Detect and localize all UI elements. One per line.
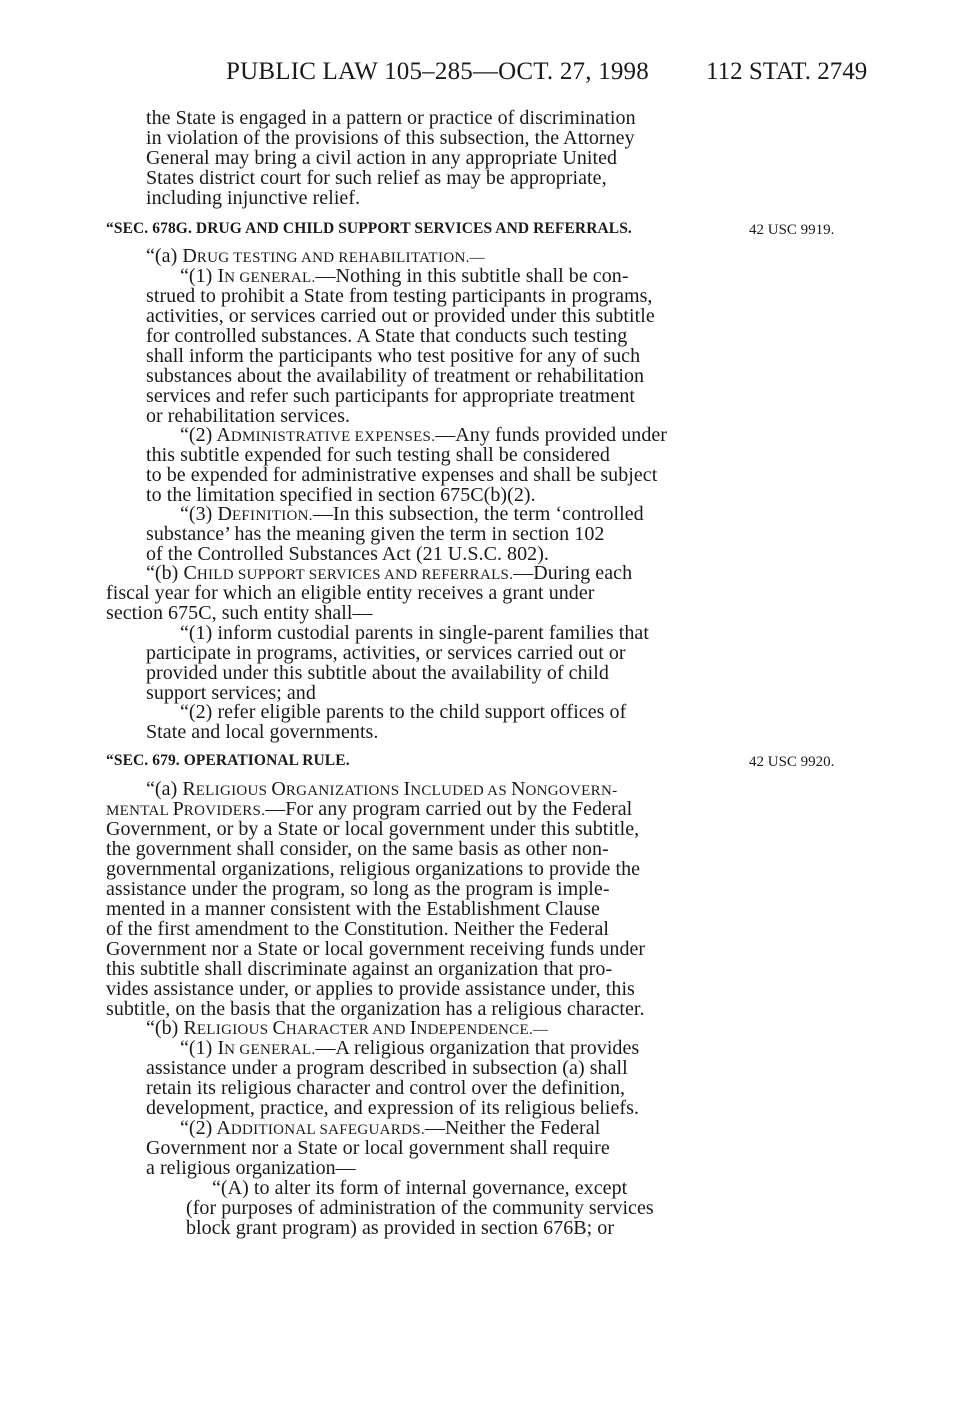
text-line: Government nor a State or local government shall require — [146, 1137, 610, 1159]
text-line: block grant program) as provided in section 676B; or — [186, 1217, 615, 1239]
text-line: assistance under the program, so long as the program is imple- — [106, 878, 610, 900]
text-line: of the first amendment to the Constitution. Neither the Federal — [106, 918, 610, 940]
text-line: governmental organizations, religious organizations to provide the — [106, 858, 641, 880]
text-line: support services; and — [146, 682, 316, 704]
paragraph-a2-line: “(2) ADMINISTRATIVE EXPENSES.—Any funds provided under — [180, 424, 668, 446]
running-header-title: PUBLIC LAW 105–285—OCT. 27, 1998 — [226, 58, 649, 85]
text-line: fiscal year for which an eligible entity receives a grant under — [106, 582, 595, 604]
text-line: or rehabilitation services. — [146, 405, 351, 427]
paragraph-rb2-line: “(2) ADDITIONAL SAFEGUARDS.—Neither the Federal — [180, 1117, 601, 1139]
text-line: including injunctive relief. — [146, 187, 361, 209]
subsection-b-religious-heading: “(b) RELIGIOUS CHARACTER AND INDEPENDENCE.— — [146, 1017, 549, 1039]
text-line: activities, or services carried out or provided under this subtitle — [146, 305, 655, 327]
text-line: retain its religious character and control over the definition, — [146, 1077, 626, 1099]
text-line: strued to prohibit a State from testing participants in programs, — [146, 285, 653, 307]
text-line: (for purposes of administration of the community services — [186, 1197, 654, 1219]
subsection-a-religious-line: MENTAL PROVIDERS.—For any program carried out by the Federal — [106, 798, 633, 820]
text-line: States district court for such relief as may be appropriate, — [146, 167, 607, 189]
text-line: the government shall consider, on the same basis as other non- — [106, 838, 609, 860]
paragraph-b1-line: “(1) inform custodial parents in single-parent families that — [180, 622, 649, 644]
text-line: section 675C, such entity shall— — [106, 602, 373, 624]
text-line: shall inform the participants who test positive for any of such — [146, 345, 641, 367]
text-line: development, practice, and expression of its religious beliefs. — [146, 1097, 640, 1119]
text-line: substances about the availability of treatment or rehabilitation — [146, 365, 645, 387]
text-line: provided under this subtitle about the availability of child — [146, 662, 609, 684]
text-line: subtitle, on the basis that the organization has a religious character. — [106, 998, 645, 1020]
text-line: vides assistance under, or applies to provide assistance under, this — [106, 978, 635, 1000]
paragraph-b2-line: “(2) refer eligible parents to the child support offices of — [180, 701, 627, 723]
subsection-a-heading: “(a) DRUG TESTING AND REHABILITATION.— — [146, 245, 485, 267]
text-line: this subtitle expended for such testing shall be considered — [146, 444, 610, 466]
subparagraph-A-line: “(A) to alter its form of internal governance, except — [212, 1177, 628, 1199]
text-line: a religious organization— — [146, 1157, 356, 1179]
text-line: Government nor a State or local government receiving funds under — [106, 938, 646, 960]
subsection-b-line: “(b) CHILD SUPPORT SERVICES AND REFERRALS.—During each — [146, 562, 633, 584]
paragraph-rb1-line: “(1) IN GENERAL.—A religious organization that provides — [180, 1037, 640, 1059]
text-line: for controlled substances. A State that conducts such testing — [146, 325, 628, 347]
subsection-a-religious-heading: “(a) RELIGIOUS ORGANIZATIONS INCLUDED AS NONGOVERN- — [146, 778, 618, 800]
text-line: services and refer such participants for appropriate treatment — [146, 385, 635, 407]
text-line: substance’ has the meaning given the term in section 102 — [146, 523, 605, 545]
text-line: to be expended for administrative expenses and shall be subject — [146, 464, 658, 486]
paragraph-a3-line: “(3) DEFINITION.—In this subsection, the term ‘controlled — [180, 503, 644, 525]
text-line: State and local governments. — [146, 721, 379, 743]
text-line: assistance under a program described in subsection (a) shall — [146, 1057, 628, 1079]
text-line: the State is engaged in a pattern or practice of discrimination — [146, 107, 636, 129]
margin-citation-9920: 42 USC 9920. — [749, 754, 835, 770]
text-line: mented in a manner consistent with the Establishment Clause — [106, 898, 600, 920]
text-line: Government, or by a State or local government under this subtitle, — [106, 818, 640, 840]
text-line: in violation of the provisions of this subsection, the Attorney — [146, 127, 635, 149]
text-line: this subtitle shall discriminate against an organization that pro- — [106, 958, 613, 980]
text-line: General may bring a civil action in any appropriate United — [146, 147, 618, 169]
margin-citation-9919: 42 USC 9919. — [749, 222, 835, 238]
section-heading-678g: “SEC. 678G. DRUG AND CHILD SUPPORT SERVICES AND REFERRALS. — [106, 220, 632, 237]
text-line: participate in programs, activities, or services carried out or — [146, 642, 626, 664]
paragraph-a1-line: “(1) IN GENERAL.—Nothing in this subtitle shall be con- — [180, 265, 629, 287]
text-line: of the Controlled Substances Act (21 U.S.C. 802). — [146, 543, 549, 565]
section-heading-679: “SEC. 679. OPERATIONAL RULE. — [106, 752, 350, 769]
text-line: to the limitation specified in section 675C(b)(2). — [146, 484, 536, 506]
running-header-page-number: 112 STAT. 2749 — [706, 58, 868, 85]
